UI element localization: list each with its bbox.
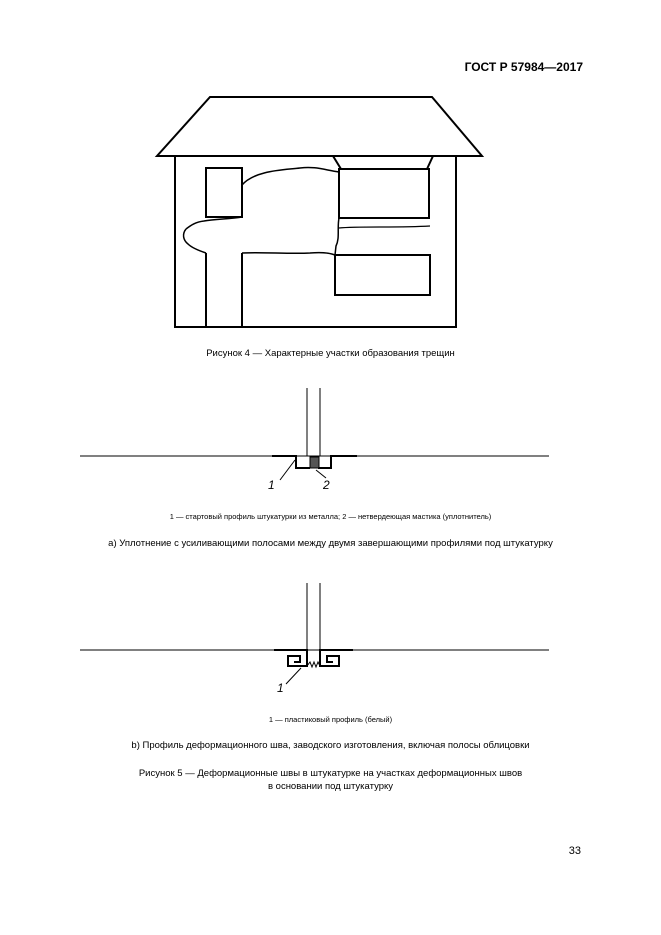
figure-5a-legend: 1 — стартовый профиль штукатурки из металла; 2 — нетвердеющая мастика (уплотнитель): [169, 512, 492, 521]
figure-5b-legend: 1 — пластиковый профиль (белый): [268, 715, 393, 724]
label-1-a: 1: [268, 478, 275, 492]
figure-4-caption: Рисунок 4 — Характерные участки образования трещин: [206, 348, 455, 359]
figure-5a-subcaption: а) Уплотнение с усиливающими полосами между двумя завершающими профилями под штукатурку: [108, 538, 553, 549]
standard-number: ГОСТ Р 57984—2017: [464, 60, 583, 74]
figure-5b-subcaption: b) Профиль деформационного шва, заводского изготовления, включая полосы облицовки: [131, 740, 530, 751]
figure-5-caption-line1: Рисунок 5 — Деформационные швы в штукатурке на участках деформационных швов: [138, 768, 523, 779]
figure-5-caption-line2: в основании под штукатурку: [267, 781, 394, 792]
plastic-profile-left: [274, 650, 307, 666]
label-2-a: 2: [323, 478, 330, 492]
page-number: 33: [568, 845, 581, 857]
label-1-b: 1: [277, 681, 284, 695]
zigzag-joint: [307, 662, 320, 667]
plastic-profile-right: [320, 650, 353, 666]
figure-5-caption: [0, 767, 661, 793]
